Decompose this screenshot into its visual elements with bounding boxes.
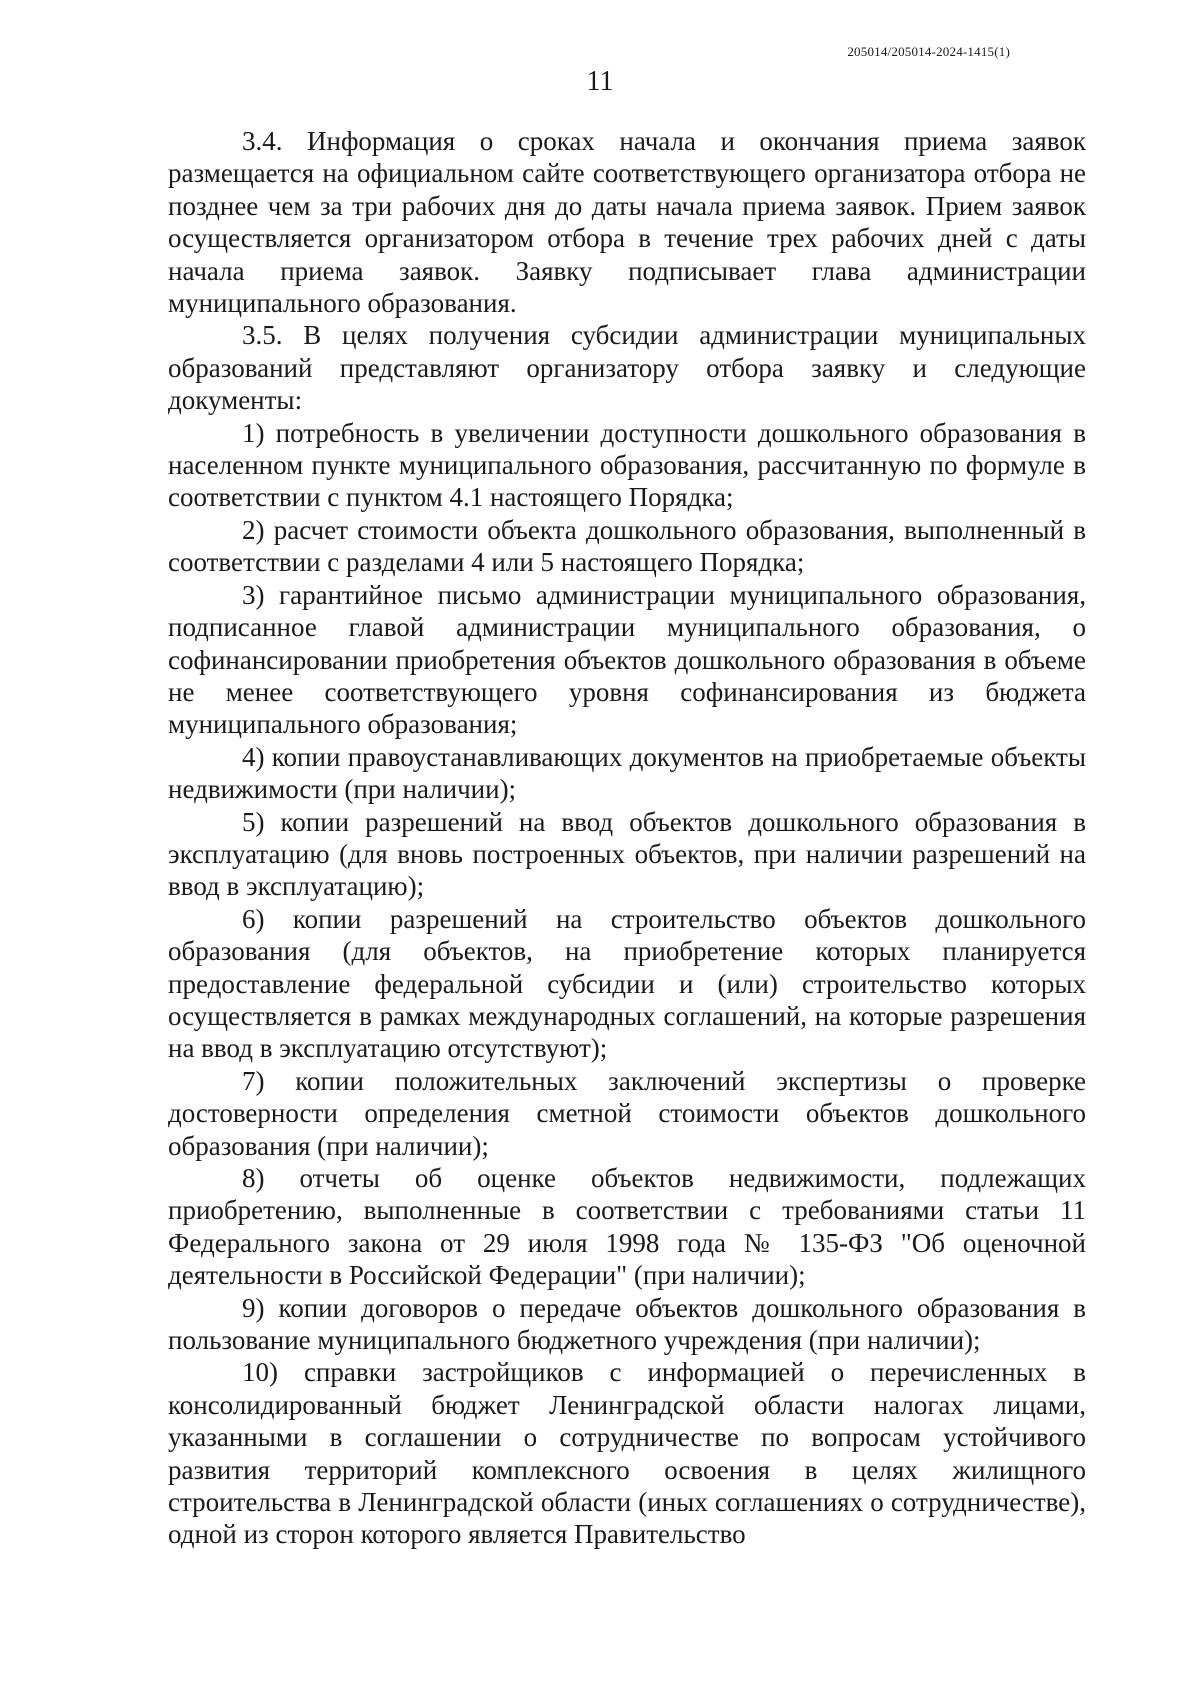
list-item-2: 2) расчет стоимости объекта дошкольного образования, выполненный в соответствии с разделами 4 или 5 настоящего Порядка;: [168, 514, 1086, 578]
paragraph-3-5: 3.5. В целях получения субсидии администрации муниципальных образований представляют организатору отбора заявку и следующие документы:: [168, 320, 1086, 416]
document-body: [168, 125, 1086, 1551]
list-item-7: 7) копии положительных заключений экспертизы о проверке достоверности определения сметной стоимости объектов дошкольного образования (при наличии);: [168, 1065, 1086, 1161]
paragraph-3-4: 3.4. Информация о сроках начала и окончания приема заявок размещается на официальном сайте соответствующего организатора отбора не позднее чем за три рабочих дня до даты начала приема заявок. Прием заявок осуществляется организатором отбора в течение трех рабочих дней с даты начала приема заявок. Заявку подписывает глава администрации муниципального образования.: [168, 126, 1086, 319]
list-item-3: 3) гарантийное письмо администрации муниципального образования, подписанное главой администрации муниципального образования, о софинансировании приобретения объектов дошкольного образования в объеме не менее соответствующего уровня софинансирования из бюджета муниципального образования;: [168, 579, 1086, 740]
list-item-1: 1) потребность в увеличении доступности дошкольного образования в населенном пункте муниципального образования, рассчитанную по формуле в соответствии с пунктом 4.1 настоящего Порядка;: [168, 417, 1086, 513]
list-item-8: 8) отчеты об оценке объектов недвижимости, подлежащих приобретению, выполненные в соответствии с требованиями статьи 11 Федерального закона от 29 июля 1998 года № 135-ФЗ "Об оценочной деятельности в Российской Федерации" (при наличии);: [168, 1163, 1086, 1291]
document-id: 205014/205014-2024-1415(1): [847, 44, 1010, 59]
page-number: 11: [586, 66, 614, 97]
list-item-4: 4) копии правоустанавливающих документов на приобретаемые объекты недвижимости (при наличии);: [168, 741, 1086, 805]
list-item-9: 9) копии договоров о передаче объектов дошкольного образования в пользование муниципального бюджетного учреждения (при наличии);: [168, 1292, 1086, 1356]
list-item-5: 5) копии разрешений на ввод объектов дошкольного образования в эксплуатацию (для вновь построенных объектов, при наличии разрешений на ввод в эксплуатацию);: [168, 806, 1086, 902]
list-item-10: 10) справки застройщиков с информацией о перечисленных в консолидированный бюджет Ленинградской области налогах лицами, указанными в соглашении о сотрудничестве по вопросам устойчивого развития территорий комплексного освоения в целях жилищного строительства в Ленинградской области (иных соглашениях о сотрудничестве), одной из сторон которого является Правительство: [168, 1357, 1086, 1550]
list-item-6: 6) копии разрешений на строительство объектов дошкольного образования (для объектов, на приобретение которых планируется предоставление федеральной субсидии и (или) строительство которых осуществляется в рамках международных соглашений, на которые разрешения на ввод в эксплуатацию отсутствуют);: [168, 903, 1086, 1064]
